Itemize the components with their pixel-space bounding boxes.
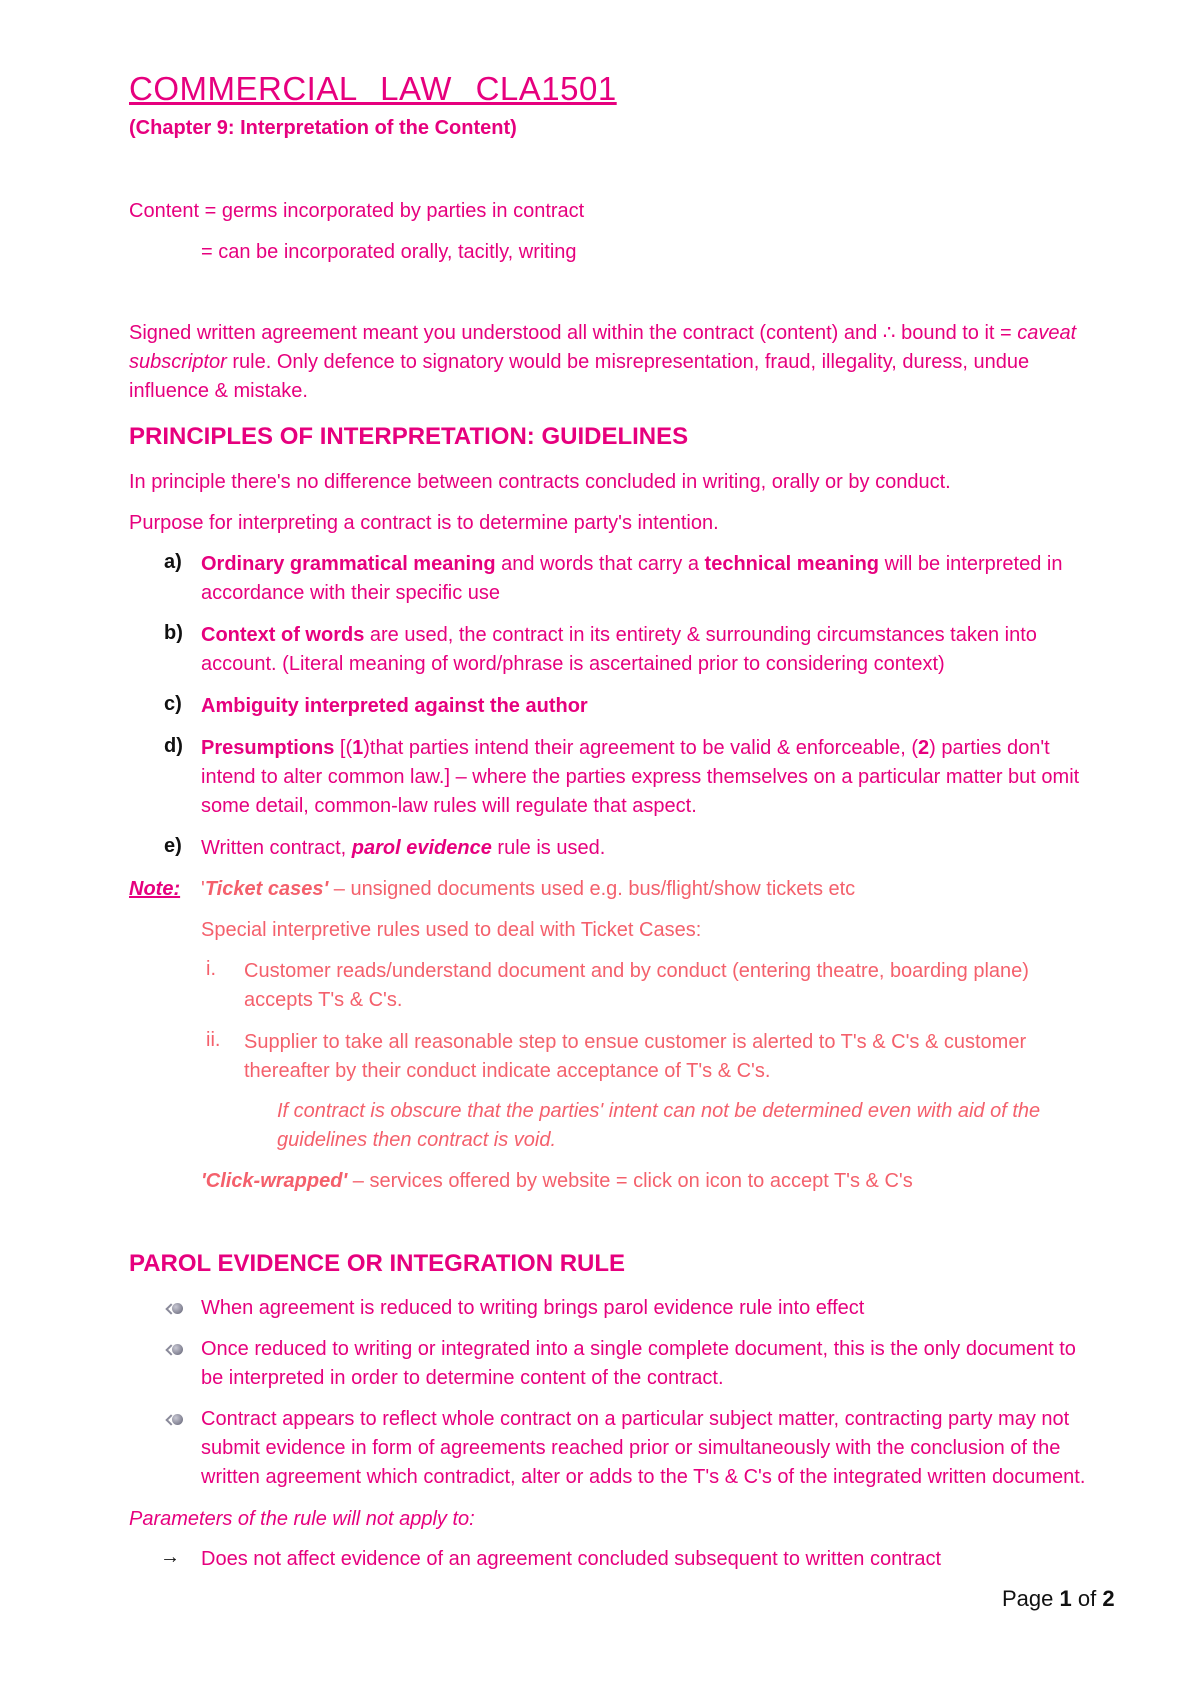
page-current: 1 (1059, 1586, 1072, 1611)
note-ticket-text: – unsigned documents used e.g. bus/flight/show tickets etc (328, 878, 856, 900)
roman-ii-marker: ii. (206, 1029, 221, 1051)
obscure-contract-note: If contract is obscure that the parties' intent can not be determined even with aid of the guidelines then contract is void. (277, 1100, 1041, 1151)
item-d-marker: d) (164, 735, 183, 757)
therefore-symbol: ∴ (882, 322, 896, 344)
content-definition-line2: = can be incorporated orally, tacitly, writing (201, 241, 577, 263)
right-arrow-icon: → (160, 1546, 180, 1568)
item-b-marker: b) (164, 622, 183, 644)
signed-text-1: Signed written agreement meant you understood all within the contract (content) and (129, 322, 883, 344)
signed-text-2: bound to it = (895, 322, 1018, 344)
page-number (1002, 1586, 1115, 1612)
document-subtitle: (Chapter 9: Interpretation of the Content) (129, 117, 517, 139)
principles-line2: Purpose for interpreting a contract is to determine party's intention. (129, 512, 719, 534)
note-quote: ' (201, 878, 205, 900)
item-a-marker: a) (164, 551, 182, 573)
parol-bullet-2: Once reduced to writing or integrated into a single complete document, this is the only document to be interpreted in order to determine content of the contract. (201, 1338, 1076, 1389)
parol-bullet-1: When agreement is reduced to writing brings parol evidence rule into effect (201, 1297, 865, 1319)
roman-item-ii: Supplier to take all reasonable step to ensue customer is alerted to T's & C's & customer thereafter by their conduct indicate acceptance of T's & C's. (244, 1031, 1027, 1082)
item-a-text2: will be interpreted in accordance with their specific use (201, 553, 1063, 604)
signed-agreement-paragraph (129, 319, 1089, 406)
item-e-text1: Written contract, (201, 837, 352, 859)
subscriptor-term: subscriptor (129, 351, 227, 373)
roman-i-marker: i. (206, 958, 216, 980)
caveat-term: caveat (1017, 322, 1077, 344)
item-a-bold2: technical meaning (704, 553, 880, 575)
document-title: COMMERCIAL LAW CLA1501 (129, 70, 617, 107)
signed-text-3: rule. Only defence to signatory would be misrepresentation, fraud, illegality, duress, undue influence & mistake. (129, 351, 1030, 402)
bullet-icon (172, 1303, 183, 1314)
item-b (201, 621, 1081, 679)
item-d-bold1: Presumptions (201, 737, 335, 759)
parol-heading: PAROL EVIDENCE OR INTEGRATION RULE (129, 1250, 626, 1277)
item-b-bold1: Context of words (201, 624, 365, 646)
bullet-icon (172, 1414, 183, 1425)
roman-item-i: Customer reads/understand document and by conduct (entering theatre, boarding plane) accepts T's & C's. (244, 960, 1029, 1011)
parameters-item-1: Does not affect evidence of an agreement concluded subsequent to written contract (201, 1548, 942, 1570)
item-b-text1: are used, the contract in its entirety & surrounding circumstances taken into account. (Literal meaning of word/phrase is ascertained prior to considering context) (201, 624, 1037, 675)
item-d-num1: 1 (352, 737, 364, 759)
click-wrapped-text: – services offered by website = click on icon to accept T's & C's (347, 1170, 913, 1192)
click-wrapped-term: 'Click-wrapped' (201, 1170, 348, 1192)
item-a (201, 550, 1081, 608)
item-a-text1: and words that carry a (495, 553, 705, 575)
item-d-text2: )that parties intend their agreement to be valid & enforceable, ( (363, 737, 919, 759)
note-ticket-cases (201, 875, 855, 904)
click-wrapped-line (201, 1167, 913, 1196)
item-d (201, 734, 1081, 821)
principles-heading: PRINCIPLES OF INTERPRETATION: GUIDELINES (129, 423, 689, 450)
item-c-bold1: Ambiguity interpreted against the author (201, 695, 588, 717)
page-word: Page (1002, 1586, 1060, 1611)
item-d-text3: ) parties don't intend to alter common law.] – where the parties express themselves on a particular matter but omit some detail, common-law rules will regulate that aspect. (201, 737, 1080, 817)
page-total: 2 (1102, 1586, 1115, 1611)
parol-bullet-3: Contract appears to reflect whole contract on a particular subject matter, contracting party may not submit evidence in form of agreements reached prior or simultaneously with the conclusion of the written agreement which contradict, alter or adds to the T's & C's of the integrated written document. (201, 1408, 1086, 1488)
item-e-marker: e) (164, 835, 182, 857)
page-of: of (1071, 1586, 1103, 1611)
content-definition-line1: Content = germs incorporated by parties in contract (129, 200, 585, 222)
item-e-text2: rule is used. (491, 837, 606, 859)
item-d-text1: [( (334, 737, 353, 759)
item-e (201, 834, 605, 863)
item-c (201, 692, 588, 721)
principles-line1: In principle there's no difference between contracts concluded in writing, orally or by conduct. (129, 471, 951, 493)
bullet-icon (172, 1344, 183, 1355)
note-label: Note: (129, 878, 181, 900)
item-d-num2: 2 (918, 737, 930, 759)
item-e-bolditalic: parol evidence (351, 837, 492, 859)
parameters-line: Parameters of the rule will not apply to: (129, 1508, 475, 1530)
special-rules-line: Special interpretive rules used to deal with Ticket Cases: (201, 919, 702, 941)
note-ticket-term: Ticket cases' (204, 878, 329, 900)
item-a-bold1: Ordinary grammatical meaning (201, 553, 496, 575)
item-c-marker: c) (164, 693, 182, 715)
